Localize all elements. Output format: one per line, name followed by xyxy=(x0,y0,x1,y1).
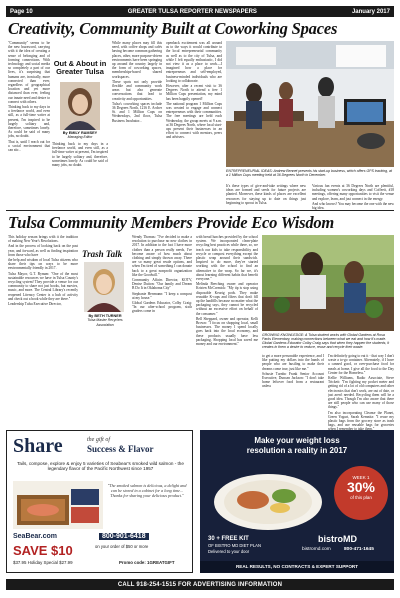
seabear-ad[interactable] xyxy=(6,430,193,573)
bistromd-ad[interactable] xyxy=(200,430,394,573)
publication-name: GREATER TULSA REPORTER NEWSPAPERS xyxy=(127,8,257,15)
ad-share-tag1: the gift of xyxy=(87,437,110,443)
column-title: Out & About in Greater Tulsa xyxy=(53,59,107,76)
ad-bistro-site[interactable]: bistromd.com xyxy=(302,547,331,552)
story2-photo-caption: GROWING KNOWLEDGE: A Tulsa student works with Global Gardens at Rosa Parks Elementary, making connections between what we eat and how it's made. Global Gardens Educator Colby Craig says that when they happen the students, it creates in them a desire to reduce, reuse and recycle their waste. xyxy=(262,333,390,349)
ad-share-promo: Promo code: 1GREATGIFT xyxy=(119,560,175,565)
ad-bistro-offer3: Delivered to your door xyxy=(208,549,250,554)
ad-share-phone[interactable]: 800-901-6418 xyxy=(99,533,149,540)
meal-plate-image xyxy=(208,462,328,534)
badge-main: 30% xyxy=(346,479,376,495)
ad-share-tag2: Success & Flavor xyxy=(87,444,154,454)
ad-share-offer: on your order of $50 or more xyxy=(95,544,149,549)
story1-column-1: "Community" seems to be the new buzzword, carrying with it the idea of creating a sense of belonging and of forming connections. With technology and social media so completely a part of our lives, it's surprising that humans are, ironically, more connected than ever, regardless of geographical location and yet more distanced than ever, feeling our innate need and desire to connect with others. Thinking back to my days in a freelance world, and even still, as a full-time writer at present, I'm inspired to be largely solitary and, therefore, sometimes lonely. As could be said of many jobs, no doubt. That is, until I reach out for a social environment that can stir... xyxy=(8,41,50,153)
story1-headline: Creativity, Community Built at Coworking Spaces xyxy=(8,19,338,38)
garden-photo xyxy=(262,235,394,331)
story2-headline: Tulsa Community Members Provide Eco Wisdom xyxy=(8,213,335,232)
story2-column-2: Wendy Thomas: "I've decided to make a resolution to purchase no new clothes in 2017. In addition to the fact I have more clothes than a person really needs, I've become aware of how much about clothing and simply thrown away. There are so many great resale options, and when I'm tired of something I can donate back to a great nonprofit organization like the Goodwill." Community Affairs Director, KOTV, Denise Dutton: "Our family and Dream B Do It in Oklahoma City" Stephanie Herrmann: "I keep a compost at my house." Global Gardens Educator, Colby Craig: "In our after-school program, sixth graders come in xyxy=(132,235,192,314)
story2-column-5: I'm definitely going to eat it - that way I don't waste a to-go container. Alternately, if I have a canned good, or over-purchase food for meals at home, I give all the food to the Day Center for the Homeless." Kellie Williams, Radio Associate, Steve Trickett: "I'm fighting my pocket meter and getting rid of a lot of old computers and other electronics that don't work, are out of date, or just aren't needed. Recycling them will be a good idea. Though I'm also aware that there are still people who can use many of those things." I'm also incorporating Cleanse the Planet, Green Yogurt, Sarah Kemnitz: "I reuse my plastic bags from the grocery store as trash bags, and use reusable bags for groceries xyxy=(328,354,394,428)
offer-badge xyxy=(334,466,388,520)
story1-column-3: openhack excitement was all around as to the ways it would contribute to the local entrepreneurial community as well as to the city of Tulsa, and while I felt equally enthusiastic, I did not view it as a place to work—I imagined how a place for entrepreneurs and self-employed, business-minded individuals who are looking to collaborate. However, after a recent visit to 36 Degrees North to attend a free 1 Million Cups presentation, my mind has been happily opened! The national program 1 Million Cups was created to engage and connect entrepreneurs with their communities. The free meetings are held each Wednesday, the group meets at 9 a.m. at 36 Degrees North, where local start-ups present their businesses in an effort to connect with mentors, peers and advisers. xyxy=(166,41,222,140)
ad-share-body: Tails, compose, explore & enjoy 5 varieties of Seabear's smoked wild salmon - the legendary flavor of the Pacific Northwest since 1957 xyxy=(17,461,184,472)
ad-share-price: $37.95 Holiday Special $27.99 xyxy=(13,560,73,565)
header-bar xyxy=(6,6,394,17)
trash-talk-title: Trash Talk xyxy=(82,249,123,259)
author-photo-ramsey xyxy=(60,82,100,130)
ad-bistro-headline2: resolution a reality in 2017 xyxy=(246,446,348,455)
footer-text: CALL 918-254-1515 FOR ADVERTISING INFORMATION xyxy=(117,581,283,588)
ad-share-save: SAVE $10 xyxy=(13,543,73,558)
ad-bistro-brand: bistroMD xyxy=(318,534,357,544)
story1-column-6: Various fun events at 36 Degrees North are plentiful, including women's coworking days and Coffeeit, #18 meetings, offering many opportunities to visit the venue and explore, learn, and just connect in the energy. And who knows? You may become the one with the new big idea. xyxy=(312,184,394,210)
badge-sub: of this plan xyxy=(350,495,372,500)
ad-share-headline: Share xyxy=(13,435,63,457)
author-photo-turner xyxy=(84,262,124,312)
footer-bar xyxy=(6,579,394,590)
section-divider xyxy=(6,210,394,211)
story1-column-5: It's these types of give-and-take settings where new ideas are formed and seeds for future projects are planted. Moreover, these kinds of places are excellent resources for staying up to date on things just beginning to sprout in Tulsa. xyxy=(226,184,306,205)
story2-column-3: with bread lunches provided by the school system. We incorporated clean-plate recycling best practices while there, so, we teach our kids to take responsibility and recycle or compost everything except the plastic wrap around their sandwich. Inspired to do more, they've started working with the school to find an alternative to the wrap. So far we, it's about learning different habits that benefit everyone." Melinda Beeching owner and operator Kristen McCormick: "My tip is stop using disposable Keurig pods. They make reusable K-cups and filters that don't fill up the landfills because no matter what the packaging says, they cannot be recycled without an excessive effort on behalf of the consumer." Bell Sheppard, owner and operator, Kelli Brown: "I focus on shopping local, small businesses. The money I spend locally goes back into the local economy, and these products usually have less packaging. Shopping local has saved me money and our environment." xyxy=(196,235,258,347)
coworking-photo xyxy=(226,41,394,167)
story2-column-4: to get a more personable experience, and I like putting my dollars into the hands of people who are hustling to make their dreams come true, just like me." Schusie Turnbo Frank Senior Account Executive, Duncan Jackson: "I don't take home leftover food from a restaurant unless xyxy=(262,354,324,389)
page-number: Page 10 xyxy=(10,8,33,15)
ad-bistro-tagline: REAL RESULTS, NO CONTRACTS & EXPERT SUPPORT xyxy=(200,561,394,573)
badge-top: WEEK 1 xyxy=(352,475,370,480)
story1-column-2: While many places may fill this need, with coffee shops and cafés having become common gathering places, other, more purpose-driven environments have been springing up around the country largely in the form of coworking spaces, memberships-based shared workspaces. These spots not only provide flexible and community work areas but also generate conversations that lead to creativity and opportunities. Tulsa's coworking spaces include 36 Degrees North, 1216 E. Archer St. and 1 Million Cups on Wednesdays, 2nd floor, Tulsa Business Incubator... xyxy=(112,41,162,123)
issue-date: January 2017 xyxy=(351,8,390,15)
trash-talk-byline: By BETH TURNER Tulsa Master Recyclers Association xyxy=(87,314,123,327)
story1-photo-caption: ENTREPRENEURIAL IDEAS: Andrew Bennet presents his start-up business, which offers GPS tracking, at a 1 Million Cups meeting held at 36 Degrees North in December. xyxy=(226,169,392,177)
salmon-gift-box-image xyxy=(13,481,103,529)
ad-bistro-offer1: 30 + FREE KIT xyxy=(208,536,249,542)
ad-bistro-phone[interactable]: 800-471-1645 xyxy=(344,547,374,552)
ad-share-site[interactable]: SeaBear.com xyxy=(13,533,57,540)
story2-column-1: This holiday season brings with it the tradition of making New Year's Resolutions. And in the process of looking back on the past year, and forward, as well as finding inspiration from those who have the help and wisdom of local Tulsa citizens who share their tips on ways to be more environmentally friendly in 2017. Tulsa Mayor, G.T. Bynum: "One of the most sustainable resources we have in Tulsa County's recycling system! They provide a venue for our community to share not just books, but movies, music, and more. The Central Library's recently reopened Literacy Center is a hub of activity and check out a book while they are there." Leadership Tulsa Executive Director, xyxy=(8,235,78,307)
column-byline: By EMILY RAMSEY Managing Editor xyxy=(62,131,98,140)
story1-column-1b: Thinking back to my days in a freelance world, and even still, as a full-time writer at present, I'm inspired to be largely solitary and, therefore, sometimes lonely. As could be said of many jobs, no doubt. xyxy=(52,142,108,168)
ad-bistro-offer2: OF BISTRO MD DIET PLAN xyxy=(208,543,261,548)
ad-bistro-headline1: Make your weight loss xyxy=(254,436,340,445)
ad-share-quote: "The smoked salmon is delicious, a delight and can be stored in a cabinet for a long time... Thanks for sharing your delicious product." xyxy=(107,483,187,498)
